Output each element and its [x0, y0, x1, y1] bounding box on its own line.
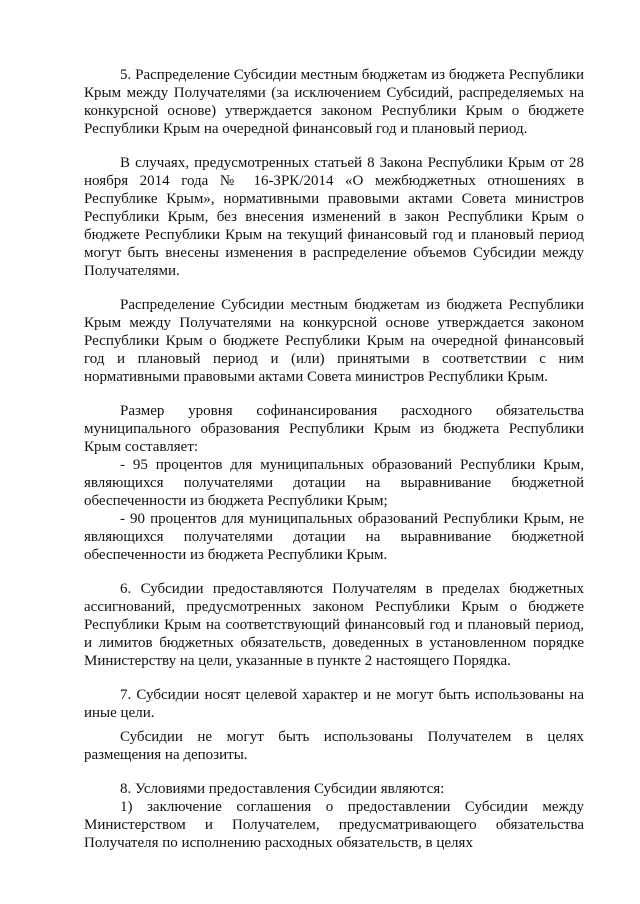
paragraph-7-deposits: Субсидии не могут быть использованы Получателем в целях размещения на депозиты.	[84, 729, 584, 763]
cofinancing-item-95: - 95 процентов для муниципальных образований Республики Крым, являющихся получателями дотации на выравнивание бюджетной обеспеченности из бюджета Республики Крым;	[84, 457, 584, 509]
paragraph-5-competitive: Распределение Субсидии местным бюджетам из бюджета Республики Крым между Получателями на конкурсной основе утверждается законом Республики Крым о бюджете Республики Крым на очередной финансовый год и плановый период и (или) принятыми в соответствии с ним нормативными правовыми актами Совета министров Республики Крым.	[84, 297, 584, 385]
cofinancing-item-90: - 90 процентов для муниципальных образований Республики Крым, не являющихся получателями дотации на выравнивание бюджетной обеспеченности из бюджета Республики Крым.	[84, 511, 584, 563]
document-page	[84, 66, 584, 852]
paragraph-5: 5. Распределение Субсидии местным бюджетам из бюджета Республики Крым между Получателями (за исключением Субсидий, распределяемых на конкурсной основе) утверждается законом Республики Крым о бюджете Республики Крым на очередной финансовый год и плановый период.	[84, 67, 584, 137]
paragraph-6: 6. Субсидии предоставляются Получателям в пределах бюджетных ассигнований, предусмотренных законом Республики Крым о бюджете Республики Крым на соответствующий финансовый год и плановый период, и лимитов бюджетных обязательств, доведенных в установленном порядке Министерству на цели, указанные в пункте 2 настоящего Порядка.	[84, 581, 584, 669]
paragraph-5-exceptions: В случаях, предусмотренных статьей 8 Закона Республики Крым от 28 ноября 2014 года № 16-ЗРК/2014 «О межбюджетных отношениях в Республике Крым», нормативными правовыми актами Совета министров Республики Крым, без внесения изменений в закон Республики Крым о бюджете Республики Крым на текущий финансовый год и плановый период могут быть внесены изменения в распределение объемов Субсидии между Получателями.	[84, 155, 584, 279]
paragraph-8: 8. Условиями предоставления Субсидии являются:	[120, 781, 445, 797]
condition-item-1: 1) заключение соглашения о предоставлении Субсидии между Министерством и Получателем, предусматривающего обязательства Получателя по исполнению расходных обязательств, в целях	[84, 799, 584, 851]
paragraph-5-cofinancing: Размер уровня софинансирования расходного обязательства муниципального образования Республики Крым из бюджета Республики Крым составляет:	[84, 403, 584, 455]
paragraph-7: 7. Субсидии носят целевой характер и не могут быть использованы на иные цели.	[84, 687, 584, 721]
